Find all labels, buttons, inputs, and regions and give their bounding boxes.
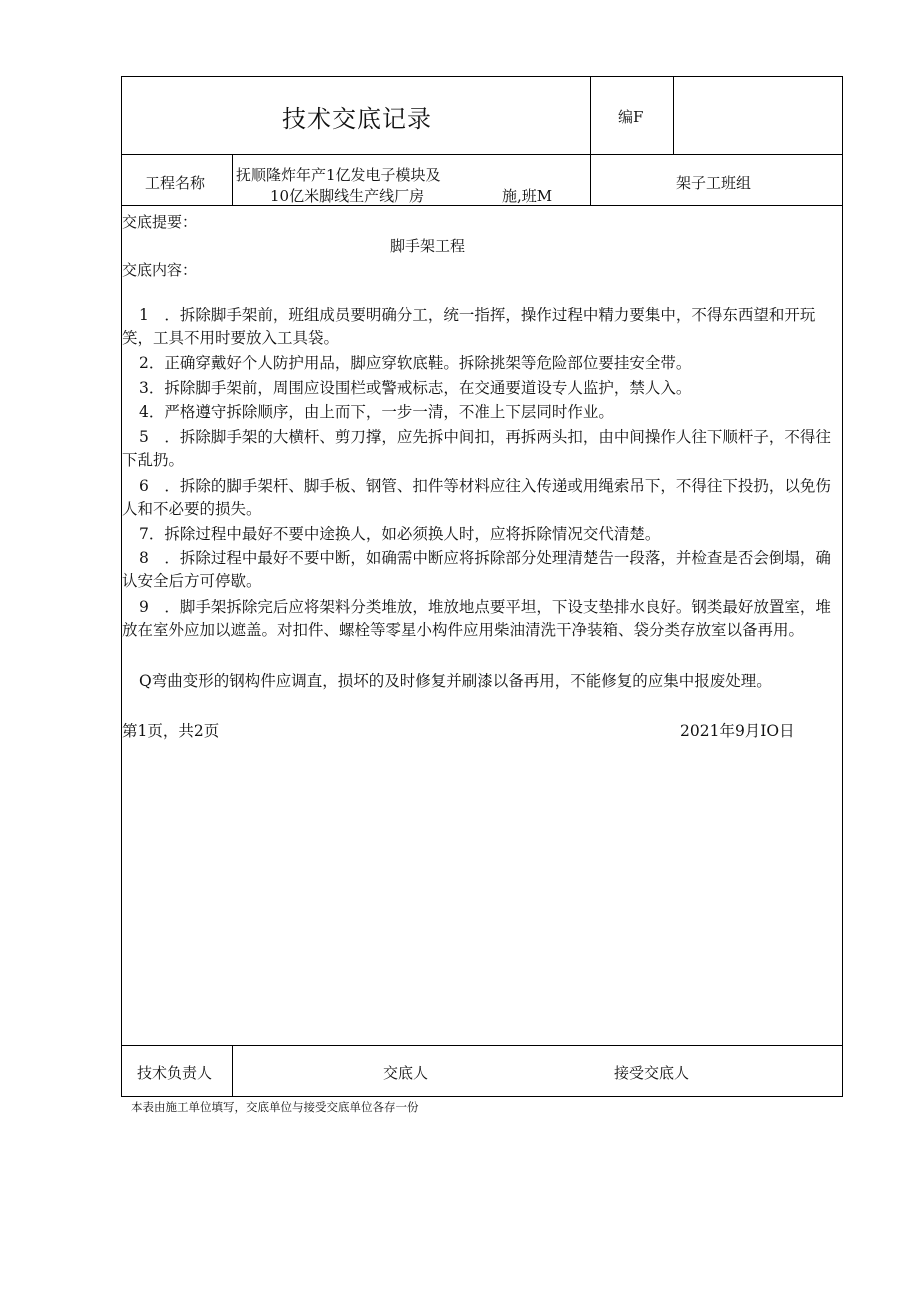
content-item-3: 3．拆除脚手架前，周围应设围栏或警戒标志，在交通要道设专人监护，禁人入。 bbox=[139, 379, 692, 397]
content-item-5: 5 ．拆除脚手架的大横杆、剪刀撑，应先拆中间扣，再拆两头扣，由中间操作人往下顺杆子，不得往下乱扔。 bbox=[122, 428, 831, 469]
border-row2 bbox=[121, 205, 843, 206]
project-name-line1: 抚顺隆炸年产1亿发电子模块及 bbox=[236, 166, 441, 184]
summary-text: 脚手架工程 bbox=[390, 237, 466, 255]
divider-title bbox=[590, 76, 591, 206]
border-top bbox=[121, 76, 843, 77]
border-row3 bbox=[121, 1045, 843, 1046]
divider-sign bbox=[232, 1045, 233, 1097]
divider-project-label bbox=[232, 154, 233, 206]
content-item-8: 8 ．拆除过程中最好不要中断，如确需中断应将拆除部分处理清楚告一段落，并检查是否会倒塌，确认安全后方可停歇。 bbox=[122, 549, 831, 590]
border-bottom bbox=[121, 1096, 843, 1097]
content-item-2: 2．正确穿戴好个人防护用品，脚应穿软底鞋。拆除挑架等危险部位要挂安全带。 bbox=[139, 354, 692, 372]
divider-number bbox=[673, 76, 674, 155]
project-name-line2: 10亿米脚线生产线厂房 bbox=[270, 187, 425, 205]
number-label: 编F bbox=[618, 108, 644, 126]
content-item-4: 4．严格遵守拆除顺序，由上而下，一步一清，不准上下层同时作业。 bbox=[139, 403, 614, 421]
content-label: 交底内容： bbox=[122, 261, 198, 279]
presenter-label: 交底人 bbox=[383, 1064, 429, 1082]
border-right bbox=[842, 76, 843, 1097]
tech-lead-label: 技术负责人 bbox=[137, 1064, 213, 1082]
content-item-1: 1 ．拆除脚手架前，班组成员要明确分工，统一指挥，操作过程中精力要集中，不得东西望和开玩笑，工具不用时要放入工具袋。 bbox=[122, 306, 816, 347]
border-row1 bbox=[121, 154, 843, 155]
content-item-9: 9 ．脚手架拆除完后应将架料分类堆放，堆放地点要平坦，下设支垫排水良好。钢类最好放置室，堆放在室外应加以遮盖。对扣件、螺栓等零星小构件应用柴油清洗干净装箱、袋分类存放室以备再用。 bbox=[122, 598, 831, 639]
content-item-10: Q弯曲变形的钢构件应调直，损坏的及时修复并刷漆以备再用，不能修复的应集中报废处理。 bbox=[139, 672, 772, 690]
construction-unit-label: 施,班M bbox=[502, 187, 553, 205]
page-title: 技术交底记录 bbox=[282, 105, 432, 133]
receiver-label: 接受交底人 bbox=[614, 1064, 690, 1082]
date: 2021年9月IO日 bbox=[680, 722, 795, 740]
page-info: 第1页，共2页 bbox=[122, 722, 220, 740]
content-item-6: 6 ．拆除的脚手架杆、脚手板、钢管、扣件等材料应往入传递或用绳索吊下，不得往下投扔，以免伤人和不必要的损失。 bbox=[122, 477, 831, 518]
footnote: 本表由施工单位填写，交底单位与接受交底单位各存一份 bbox=[131, 1100, 419, 1114]
summary-label: 交底提要： bbox=[122, 213, 198, 231]
project-name-label: 工程名称 bbox=[145, 174, 206, 192]
content-item-7: 7．拆除过程中最好不要中途换人，如必须换人时，应将拆除情况交代清楚。 bbox=[139, 525, 661, 543]
team-name: 架子工班组 bbox=[676, 174, 752, 192]
